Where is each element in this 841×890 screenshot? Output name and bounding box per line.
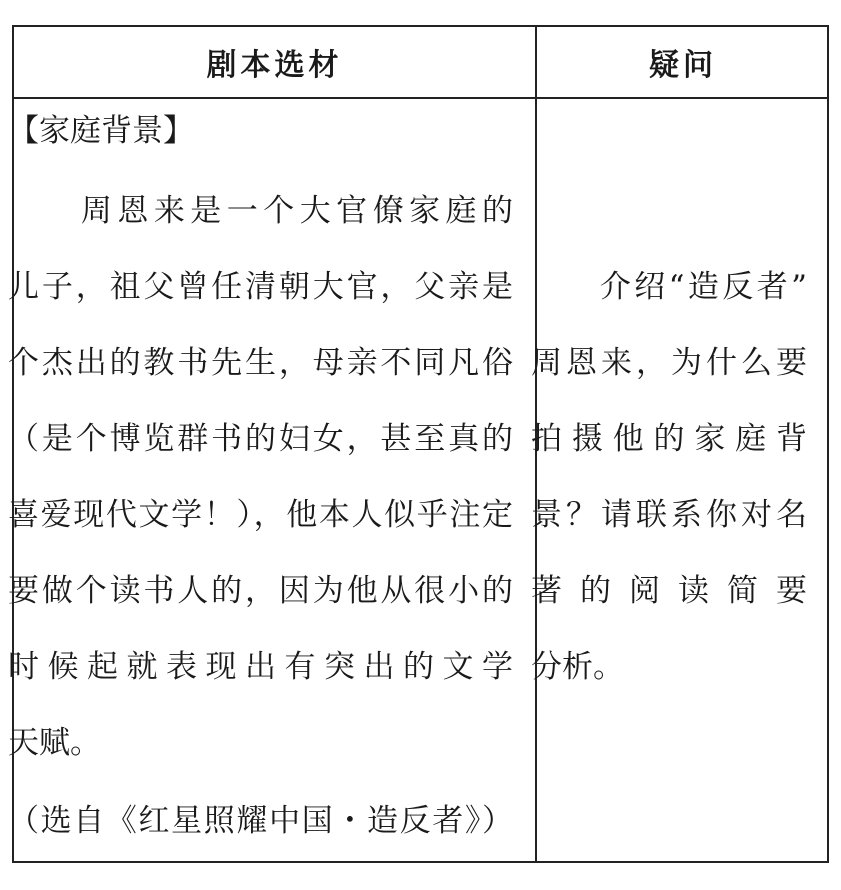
excerpt-line: 要做个读书人的，因为他从很小的 xyxy=(8,573,513,609)
question-line: 介绍“造反者” xyxy=(531,269,807,305)
excerpt-line: 时候起就表现出有突出的文学 xyxy=(8,649,513,685)
question-line: 景？请联系你对名 xyxy=(531,497,807,533)
excerpt-line: 天赋。 xyxy=(8,725,101,761)
question-line: 分析。 xyxy=(531,649,624,685)
excerpt-line: 喜爱现代文学！），他本人似乎注定 xyxy=(8,497,513,533)
source-citation: （选自《红星照耀中国・造反者》） xyxy=(8,803,513,839)
excerpt-line: （是个博览群书的妇女，甚至真的 xyxy=(8,421,513,457)
header-question: 疑问 xyxy=(649,48,717,83)
excerpt-line: 周恩来是一个大官僚家庭的 xyxy=(8,193,513,229)
question-line: 拍摄他的家庭背 xyxy=(531,421,807,457)
question-line: 著的阅读简要 xyxy=(531,573,807,609)
header-script-material: 剧本选材 xyxy=(206,48,343,83)
question-line: 周恩来，为什么要 xyxy=(531,345,807,381)
excerpt-line: 个杰出的教书先生，母亲不同凡俗 xyxy=(8,345,513,381)
excerpt-line: 儿子，祖父曾任清朝大官，父亲是 xyxy=(8,269,513,305)
header-divider xyxy=(14,97,827,99)
section-heading: 【家庭背景】 xyxy=(8,113,194,149)
